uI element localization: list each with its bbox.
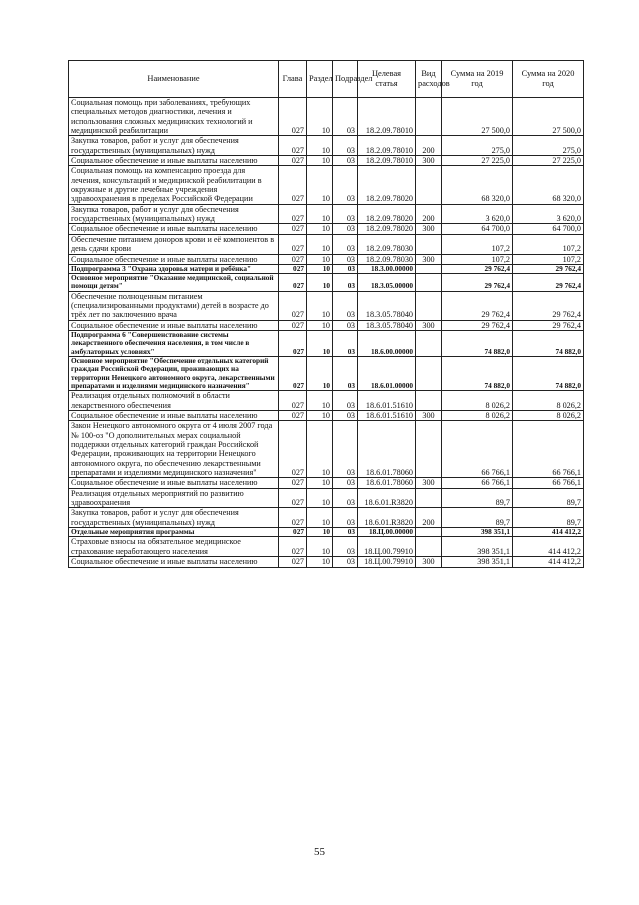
cell-razdel: 10 (307, 557, 333, 567)
table-row (69, 291, 584, 320)
table-body (69, 98, 584, 568)
cell-sum-2019: 89,7 (442, 508, 513, 528)
cell-sum-2020: 414 412,2 (513, 557, 584, 567)
cell-razdel: 10 (307, 291, 333, 320)
table-row (69, 254, 584, 264)
cell-name: Подпрограмма 6 "Совершенствование системы лекарственного обеспечения населения, в том числе в амбулаторных условиях" (69, 331, 279, 357)
cell-target: 18.6.01.R3820 (358, 488, 416, 508)
cell-sum-2020: 64 700,0 (513, 224, 584, 234)
budget-table (68, 60, 584, 568)
table-row (69, 166, 584, 204)
cell-sum-2019: 64 700,0 (442, 224, 513, 234)
cell-vid: 300 (416, 478, 442, 488)
cell-name: Социальное обеспечение и иные выплаты населению (69, 411, 279, 421)
table-row (69, 421, 584, 478)
cell-glava: 027 (279, 331, 307, 357)
cell-razdel: 10 (307, 166, 333, 204)
cell-razdel: 10 (307, 234, 333, 254)
cell-sum-2019: 29 762,4 (442, 320, 513, 330)
cell-podrazdel: 03 (333, 391, 358, 411)
cell-sum-2019: 29 762,4 (442, 291, 513, 320)
cell-target: 18.2.09.78010 (358, 98, 416, 136)
cell-vid (416, 488, 442, 508)
table-row (69, 156, 584, 166)
table-row (69, 557, 584, 567)
cell-glava: 027 (279, 264, 307, 273)
cell-target: 18.Ц.00.79910 (358, 537, 416, 557)
cell-sum-2020: 89,7 (513, 508, 584, 528)
cell-vid: 300 (416, 320, 442, 330)
header-vid: Вид расходов (416, 61, 442, 98)
cell-sum-2019: 68 320,0 (442, 166, 513, 204)
cell-glava: 027 (279, 478, 307, 488)
cell-glava: 027 (279, 537, 307, 557)
header-podrazdel: Подраздел (333, 61, 358, 98)
cell-target: 18.6.01.51610 (358, 391, 416, 411)
cell-sum-2020: 29 762,4 (513, 264, 584, 273)
cell-vid: 300 (416, 557, 442, 567)
cell-podrazdel: 03 (333, 291, 358, 320)
table-row (69, 224, 584, 234)
cell-sum-2019: 8 026,2 (442, 391, 513, 411)
cell-name: Реализация отдельных полномочий в области лекарственного обеспечения (69, 391, 279, 411)
cell-glava: 027 (279, 274, 307, 292)
cell-target: 18.2.09.78030 (358, 234, 416, 254)
header-razdel: Раздел (307, 61, 333, 98)
cell-name: Закон Ненецкого автономного округа от 4 июля 2007 года № 100-оз "О дополнительных мерах социальной поддержки отдельных категорий граждан Российской Федерации, проживающих на территории Ненецкого автономного округа, по обеспечению лекарственными препаратами и изделиями медицинского назначения" (69, 421, 279, 478)
cell-sum-2020: 74 882,0 (513, 331, 584, 357)
cell-name: Закупка товаров, работ и услуг для обеспечения государственных (муниципальных) нужд (69, 508, 279, 528)
cell-glava: 027 (279, 421, 307, 478)
cell-name: Социальное обеспечение и иные выплаты населению (69, 224, 279, 234)
cell-sum-2020: 29 762,4 (513, 291, 584, 320)
cell-target: 18.2.09.78030 (358, 254, 416, 264)
cell-vid (416, 234, 442, 254)
cell-sum-2019: 89,7 (442, 488, 513, 508)
cell-target: 18.6.01.00000 (358, 357, 416, 391)
cell-sum-2019: 107,2 (442, 234, 513, 254)
cell-name: Социальная помощь при заболеваниях, требующих специальных методов диагностики, лечения и использования сложных медицинских технологий и медицинской реабилитации (69, 98, 279, 136)
cell-glava: 027 (279, 488, 307, 508)
cell-vid (416, 528, 442, 537)
cell-vid (416, 421, 442, 478)
cell-target: 18.2.09.78010 (358, 136, 416, 156)
cell-sum-2019: 275,0 (442, 136, 513, 156)
cell-sum-2019: 8 026,2 (442, 411, 513, 421)
budget-table-sheet (68, 60, 583, 568)
header-target: Целевая статья (358, 61, 416, 98)
header-name: Наименование (69, 61, 279, 98)
cell-sum-2020: 29 762,4 (513, 320, 584, 330)
cell-glava: 027 (279, 166, 307, 204)
table-row (69, 357, 584, 391)
cell-podrazdel: 03 (333, 320, 358, 330)
cell-podrazdel: 03 (333, 421, 358, 478)
cell-target: 18.6.01.R3820 (358, 508, 416, 528)
cell-razdel: 10 (307, 136, 333, 156)
cell-name: Страховые взносы на обязательное медицинское страхование неработающего населения (69, 537, 279, 557)
table-row (69, 411, 584, 421)
cell-name: Основное мероприятие "Оказание медицинской, социальной помощи детям" (69, 274, 279, 292)
cell-podrazdel: 03 (333, 254, 358, 264)
cell-name: Социальная помощь на компенсацию проезда для лечения, консультаций и медицинской реабилитации в окружные и другие лечебные учреждения здравоохранения в пределах Российской Федерации (69, 166, 279, 204)
cell-podrazdel: 03 (333, 98, 358, 136)
cell-name: Социальное обеспечение и иные выплаты населению (69, 557, 279, 567)
cell-sum-2020: 8 026,2 (513, 411, 584, 421)
cell-sum-2020: 89,7 (513, 488, 584, 508)
cell-vid (416, 357, 442, 391)
header-sum-2020: Сумма на 2020 год (513, 61, 584, 98)
cell-name: Закупка товаров, работ и услуг для обеспечения государственных (муниципальных) нужд (69, 136, 279, 156)
cell-glava: 027 (279, 254, 307, 264)
cell-podrazdel: 03 (333, 357, 358, 391)
cell-name: Социальное обеспечение и иные выплаты населению (69, 478, 279, 488)
cell-podrazdel: 03 (333, 136, 358, 156)
table-row (69, 488, 584, 508)
cell-target: 18.2.09.78010 (358, 156, 416, 166)
cell-target: 18.3.00.00000 (358, 264, 416, 273)
cell-podrazdel: 03 (333, 411, 358, 421)
cell-sum-2020: 29 762,4 (513, 274, 584, 292)
cell-name: Отдельные мероприятия программы (69, 528, 279, 537)
cell-sum-2019: 398 351,1 (442, 557, 513, 567)
cell-razdel: 10 (307, 331, 333, 357)
cell-podrazdel: 03 (333, 528, 358, 537)
cell-razdel: 10 (307, 224, 333, 234)
cell-target: 18.2.09.78020 (358, 204, 416, 224)
cell-sum-2019: 66 766,1 (442, 421, 513, 478)
cell-razdel: 10 (307, 528, 333, 537)
cell-sum-2019: 29 762,4 (442, 264, 513, 273)
cell-sum-2019: 398 351,1 (442, 537, 513, 557)
cell-target: 18.3.05.78040 (358, 291, 416, 320)
cell-glava: 027 (279, 156, 307, 166)
cell-sum-2019: 74 882,0 (442, 331, 513, 357)
cell-razdel: 10 (307, 254, 333, 264)
cell-vid: 200 (416, 508, 442, 528)
cell-name: Основное мероприятие "Обеспечение отдельных категорий граждан Российской Федерации, проживающих на территории Ненецкого автономного округа, лекарственными препаратами и изделиями медицинского назначения" (69, 357, 279, 391)
cell-sum-2020: 8 026,2 (513, 391, 584, 411)
cell-podrazdel: 03 (333, 508, 358, 528)
cell-glava: 027 (279, 136, 307, 156)
table-row (69, 478, 584, 488)
cell-vid (416, 98, 442, 136)
cell-sum-2020: 27 500,0 (513, 98, 584, 136)
cell-name: Социальное обеспечение и иные выплаты населению (69, 156, 279, 166)
table-header-row (69, 61, 584, 98)
cell-glava: 027 (279, 508, 307, 528)
table-row (69, 508, 584, 528)
cell-sum-2020: 414 412,2 (513, 528, 584, 537)
cell-target: 18.6.01.78060 (358, 478, 416, 488)
cell-sum-2020: 27 225,0 (513, 156, 584, 166)
cell-sum-2020: 107,2 (513, 254, 584, 264)
cell-sum-2019: 27 225,0 (442, 156, 513, 166)
cell-podrazdel: 03 (333, 478, 358, 488)
cell-sum-2019: 107,2 (442, 254, 513, 264)
cell-target: 18.6.01.51610 (358, 411, 416, 421)
cell-glava: 027 (279, 224, 307, 234)
cell-sum-2019: 74 882,0 (442, 357, 513, 391)
cell-podrazdel: 03 (333, 166, 358, 204)
cell-name: Подпрограмма 3 "Охрана здоровья матери и ребёнка" (69, 264, 279, 273)
cell-razdel: 10 (307, 411, 333, 421)
cell-glava: 027 (279, 528, 307, 537)
cell-vid (416, 391, 442, 411)
cell-razdel: 10 (307, 478, 333, 488)
table-row (69, 331, 584, 357)
table-row (69, 136, 584, 156)
cell-target: 18.Ц.00.00000 (358, 528, 416, 537)
cell-podrazdel: 03 (333, 264, 358, 273)
cell-name: Обеспечение полноценным питанием (специализированными продуктами) детей в возрасте до трёх лет по заключению врача (69, 291, 279, 320)
cell-razdel: 10 (307, 537, 333, 557)
header-glava: Глава (279, 61, 307, 98)
cell-target: 18.2.09.78020 (358, 166, 416, 204)
cell-podrazdel: 03 (333, 204, 358, 224)
cell-podrazdel: 03 (333, 537, 358, 557)
page-number: 55 (314, 846, 325, 858)
cell-glava: 027 (279, 291, 307, 320)
cell-vid (416, 264, 442, 273)
cell-vid (416, 331, 442, 357)
header-sum-2019: Сумма на 2019 год (442, 61, 513, 98)
cell-podrazdel: 03 (333, 234, 358, 254)
cell-sum-2020: 66 766,1 (513, 421, 584, 478)
table-row (69, 98, 584, 136)
cell-name: Закупка товаров, работ и услуг для обеспечения государственных (муниципальных) нужд (69, 204, 279, 224)
cell-target: 18.2.09.78020 (358, 224, 416, 234)
cell-razdel: 10 (307, 264, 333, 273)
cell-glava: 027 (279, 411, 307, 421)
cell-sum-2020: 275,0 (513, 136, 584, 156)
cell-vid: 300 (416, 156, 442, 166)
cell-target: 18.3.05.00000 (358, 274, 416, 292)
cell-sum-2020: 74 882,0 (513, 357, 584, 391)
cell-razdel: 10 (307, 156, 333, 166)
cell-target: 18.6.01.78060 (358, 421, 416, 478)
cell-name: Обеспечение питанием доноров крови и её компонентов в день сдачи крови (69, 234, 279, 254)
cell-razdel: 10 (307, 391, 333, 411)
cell-vid (416, 537, 442, 557)
table-row (69, 274, 584, 292)
cell-podrazdel: 03 (333, 224, 358, 234)
cell-sum-2019: 398 351,1 (442, 528, 513, 537)
cell-vid (416, 166, 442, 204)
cell-sum-2019: 66 766,1 (442, 478, 513, 488)
cell-podrazdel: 03 (333, 331, 358, 357)
cell-target: 18.3.05.78040 (358, 320, 416, 330)
table-row (69, 234, 584, 254)
cell-target: 18.Ц.00.79910 (358, 557, 416, 567)
cell-razdel: 10 (307, 320, 333, 330)
cell-sum-2020: 3 620,0 (513, 204, 584, 224)
cell-glava: 027 (279, 391, 307, 411)
table-row (69, 320, 584, 330)
cell-razdel: 10 (307, 421, 333, 478)
cell-vid: 300 (416, 224, 442, 234)
cell-razdel: 10 (307, 274, 333, 292)
cell-vid (416, 291, 442, 320)
cell-razdel: 10 (307, 204, 333, 224)
cell-podrazdel: 03 (333, 274, 358, 292)
cell-sum-2020: 66 766,1 (513, 478, 584, 488)
cell-podrazdel: 03 (333, 156, 358, 166)
cell-razdel: 10 (307, 508, 333, 528)
cell-sum-2020: 107,2 (513, 234, 584, 254)
cell-sum-2020: 68 320,0 (513, 166, 584, 204)
cell-target: 18.6.00.00000 (358, 331, 416, 357)
cell-glava: 027 (279, 234, 307, 254)
cell-glava: 027 (279, 557, 307, 567)
table-row (69, 537, 584, 557)
cell-glava: 027 (279, 204, 307, 224)
cell-vid: 200 (416, 204, 442, 224)
cell-razdel: 10 (307, 357, 333, 391)
table-row (69, 204, 584, 224)
cell-podrazdel: 03 (333, 488, 358, 508)
cell-sum-2020: 414 412,2 (513, 537, 584, 557)
cell-vid: 300 (416, 254, 442, 264)
table-row (69, 528, 584, 537)
cell-glava: 027 (279, 357, 307, 391)
cell-sum-2019: 3 620,0 (442, 204, 513, 224)
cell-glava: 027 (279, 320, 307, 330)
cell-razdel: 10 (307, 98, 333, 136)
cell-razdel: 10 (307, 488, 333, 508)
table-row (69, 391, 584, 411)
cell-name: Реализация отдельных мероприятий по развитию здравоохранения (69, 488, 279, 508)
cell-vid: 200 (416, 136, 442, 156)
cell-sum-2019: 29 762,4 (442, 274, 513, 292)
cell-name: Социальное обеспечение и иные выплаты населению (69, 254, 279, 264)
cell-name: Социальное обеспечение и иные выплаты населению (69, 320, 279, 330)
cell-podrazdel: 03 (333, 557, 358, 567)
cell-glava: 027 (279, 98, 307, 136)
cell-sum-2019: 27 500,0 (442, 98, 513, 136)
cell-vid: 300 (416, 411, 442, 421)
cell-vid (416, 274, 442, 292)
